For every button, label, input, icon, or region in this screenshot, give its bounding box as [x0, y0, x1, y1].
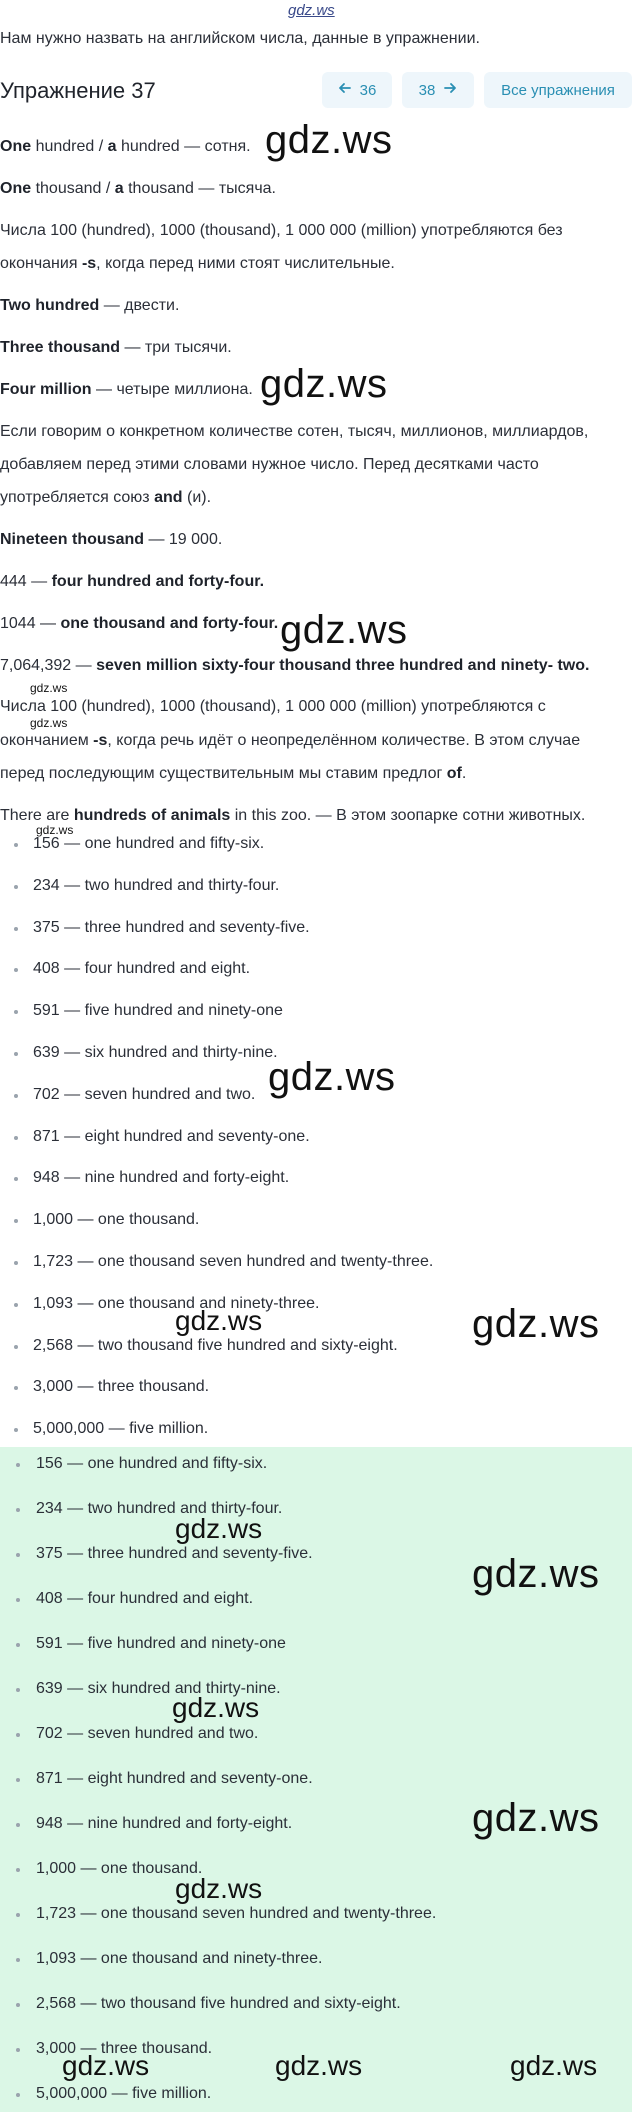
rule-line: Если говорим о конкретном количестве сотен, тысяч, миллионов, миллиардов, [0, 423, 589, 440]
list-item: 2,568 — two thousand five hundred and sixty-eight. [0, 1992, 436, 2037]
bullet-icon [14, 968, 18, 972]
rule-line: 444 — four hundred and forty-four. [0, 573, 265, 590]
list-item: 234 — two hundred and thirty-four. [0, 1497, 436, 1542]
list-item: 1,723 — one thousand seven hundred and twenty-three. [0, 1902, 436, 1947]
watermark: gdz.ws [175, 1513, 263, 1544]
prev-exercise-button[interactable] [322, 72, 392, 108]
list-item: 871 — eight hundred and seventy-one. [0, 1125, 433, 1167]
rule-line: One thousand / a thousand — тысяча. [0, 180, 276, 197]
bullet-icon [14, 1261, 18, 1265]
bullet-icon [16, 2048, 20, 2052]
watermark: gdz.ws [275, 2050, 363, 2081]
watermark: gdz.ws [472, 1302, 600, 1346]
list-item: 639 — six hundred and thirty-nine. [0, 1041, 433, 1083]
bullet-icon [16, 1868, 20, 1872]
list-item: 702 — seven hundred and two. [0, 1083, 433, 1125]
list-item: 1,000 — one thousand. [0, 1208, 433, 1250]
bullet-icon [16, 1823, 20, 1827]
rule-line: употребляется союз and (и). [0, 489, 212, 506]
bullet-icon [14, 927, 18, 931]
list-item: 234 — two hundred and thirty-four. [0, 874, 433, 916]
answer-list-highlighted [0, 1452, 436, 2127]
bullet-icon [14, 1345, 18, 1349]
bullet-icon [16, 1598, 20, 1602]
arrow-left-icon [338, 81, 352, 99]
bullet-icon [14, 1177, 18, 1181]
rule-line: окончания -s, когда перед ними стоят числительные. [0, 255, 395, 272]
bullet-icon [16, 1463, 20, 1467]
bullet-icon [14, 1010, 18, 1014]
watermark-top: gdz.ws [288, 2, 335, 19]
list-item: 948 — nine hundred and forty-eight. [0, 1812, 436, 1857]
bullet-icon [14, 843, 18, 847]
arrow-right-icon [443, 81, 457, 99]
page-title: Упражнение 37 [0, 78, 156, 103]
rule-line: окончанием -s, когда речь идёт о неопределённом количестве. В этом случае [0, 732, 581, 749]
list-item: 408 — four hundred and eight. [0, 1587, 436, 1632]
bullet-icon [14, 1094, 18, 1098]
exercise-header [0, 72, 632, 112]
list-item: 591 — five hundred and ninety-one [0, 999, 433, 1041]
watermark: gdz.ws [268, 1055, 396, 1099]
list-item: 1,093 — one thousand and ninety-three. [0, 1292, 433, 1334]
bullet-icon [16, 1508, 20, 1512]
intro-text: Нам нужно назвать на английском числа, данные в упражнении. [0, 30, 480, 47]
rule-line: перед последующим существительным мы ставим предлог of. [0, 765, 467, 782]
watermark: gdz.ws [260, 362, 388, 406]
watermark: gdz.ws [30, 716, 68, 730]
all-exercises-label: Все упражнения [501, 81, 615, 99]
bullet-icon [16, 1688, 20, 1692]
next-exercise-button[interactable] [402, 72, 474, 108]
watermark: gdz.ws [472, 1796, 600, 1840]
list-item: 375 — three hundred and seventy-five. [0, 1542, 436, 1587]
answer-list [0, 832, 433, 1459]
rule-line: One hundred / a hundred — сотня. [0, 138, 251, 155]
list-item: 156 — one hundred and fifty-six. [0, 1452, 436, 1497]
watermark: gdz.ws [175, 1305, 263, 1336]
rule-line: Числа 100 (hundred), 1000 (thousand), 1 000 000 (million) употребляются с [0, 698, 546, 715]
bullet-icon [16, 1733, 20, 1737]
bullet-icon [14, 1386, 18, 1390]
bullet-icon [16, 1643, 20, 1647]
list-item: 591 — five hundred and ninety-one [0, 1632, 436, 1677]
bullet-icon [16, 2093, 20, 2097]
rule-line: Two hundred — двести. [0, 297, 180, 314]
prev-exercise-label: 36 [359, 81, 377, 99]
list-item: 156 — one hundred and fifty-six. [0, 832, 433, 874]
bullet-icon [16, 1913, 20, 1917]
rule-line: Four million — четыре миллиона. [0, 381, 253, 398]
list-item: 3,000 — three thousand. [0, 2037, 436, 2082]
watermark: gdz.ws [175, 1873, 263, 1904]
bullet-icon [14, 1136, 18, 1140]
rule-line: добавляем перед этими словами нужное число. Перед десятками часто [0, 456, 539, 473]
watermark: gdz.ws [30, 681, 68, 695]
list-item: 702 — seven hundred and two. [0, 1722, 436, 1767]
watermark: gdz.ws [62, 2050, 150, 2081]
list-item: 871 — eight hundred and seventy-one. [0, 1767, 436, 1812]
watermark: gdz.ws [280, 608, 408, 652]
list-item: 1,723 — one thousand seven hundred and twenty-three. [0, 1250, 433, 1292]
list-item: 639 — six hundred and thirty-nine. [0, 1677, 436, 1722]
bullet-icon [16, 1553, 20, 1557]
bullet-icon [14, 1303, 18, 1307]
rule-line: Числа 100 (hundred), 1000 (thousand), 1 000 000 (million) употребляются без [0, 222, 563, 239]
rule-line: There are hundreds of animals in this zoo. — В этом зоопарке сотни животных. [0, 807, 586, 824]
list-item: 2,568 — two thousand five hundred and sixty-eight. [0, 1334, 433, 1376]
list-item: 1,000 — one thousand. [0, 1857, 436, 1902]
list-item: 3,000 — three thousand. [0, 1375, 433, 1417]
bullet-icon [14, 885, 18, 889]
list-item: 5,000,000 — five million. [0, 1417, 433, 1459]
watermark: gdz.ws [172, 1692, 260, 1723]
list-item: 1,093 — one thousand and ninety-three. [0, 1947, 436, 1992]
next-exercise-label: 38 [418, 81, 436, 99]
rule-line: 7,064,392 — seven million sixty-four thousand three hundred and ninety- two. [0, 657, 590, 674]
list-item: 5,000,000 — five million. [0, 2082, 436, 2127]
watermark: gdz.ws [510, 2050, 598, 2081]
rule-line: 1044 — one thousand and forty-four. [0, 615, 279, 632]
list-item: 408 — four hundred and eight. [0, 957, 433, 999]
bullet-icon [14, 1052, 18, 1056]
watermark: gdz.ws [472, 1552, 600, 1596]
bullet-icon [16, 1958, 20, 1962]
bullet-icon [14, 1219, 18, 1223]
list-item: 375 — three hundred and seventy-five. [0, 916, 433, 958]
rule-line: Nineteen thousand — 19 000. [0, 531, 223, 548]
rule-line: Three thousand — три тысячи. [0, 339, 232, 356]
all-exercises-button[interactable] [484, 72, 632, 108]
watermark: gdz.ws [265, 118, 393, 162]
bullet-icon [16, 2003, 20, 2007]
list-item: 948 — nine hundred and forty-eight. [0, 1166, 433, 1208]
bullet-icon [14, 1428, 18, 1432]
bullet-icon [16, 1778, 20, 1782]
watermark: gdz.ws [36, 823, 74, 837]
